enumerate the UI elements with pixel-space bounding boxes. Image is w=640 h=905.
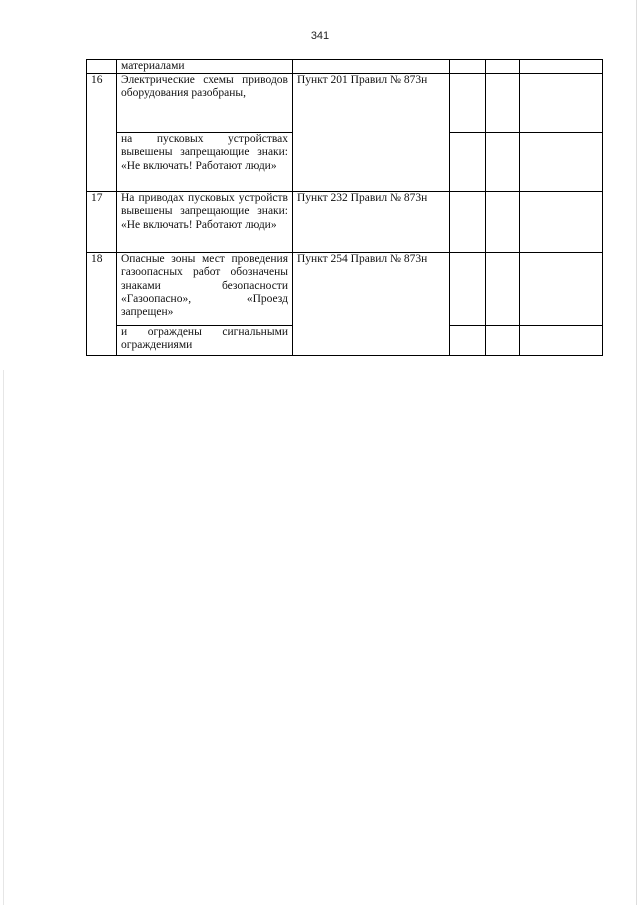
cell-requirement: Электрические схемы приводов оборудования разобраны,: [117, 74, 293, 133]
cell-mark-yes: [450, 133, 486, 192]
cell-requirement: материалами: [117, 60, 293, 74]
cell-requirement: и ограждены сигнальными ограждениями: [117, 326, 293, 356]
table-row: [87, 74, 603, 133]
cell-mark-yes: [450, 253, 486, 326]
cell-num: 17: [87, 192, 117, 253]
cell-reference: [293, 60, 450, 74]
cell-requirement: Опасные зоны мест проведения газоопасных работ обозначены знаками безопасности «Газоопасно», «Проезд запрещен»: [117, 253, 293, 326]
cell-note: [520, 74, 603, 133]
cell-mark-yes: [450, 326, 486, 356]
cell-mark-no: [486, 74, 520, 133]
cell-reference: Пункт 232 Правил № 873н: [293, 192, 450, 253]
scan-edge-line: [636, 0, 637, 905]
table-row-continuation: [87, 60, 603, 74]
cell-num: [87, 60, 117, 74]
requirements-table: [86, 59, 603, 356]
cell-note: [520, 253, 603, 326]
table-row: [87, 253, 603, 326]
cell-note: [520, 326, 603, 356]
cell-mark-no: [486, 192, 520, 253]
cell-requirement: на пусковых устройствах вывешены запрещающие знаки: «Не включать! Работают люди»: [117, 133, 293, 192]
page-number: 341: [310, 30, 330, 42]
cell-num: 18: [87, 253, 117, 356]
cell-num: 16: [87, 74, 117, 192]
table-row: [87, 192, 603, 253]
cell-reference: Пункт 201 Правил № 873н: [293, 74, 450, 192]
cell-note: [520, 60, 603, 74]
cell-requirement: На приводах пусковых устройств вывешены запрещающие знаки: «Не включать! Работают люди»: [117, 192, 293, 253]
cell-mark-yes: [450, 60, 486, 74]
cell-note: [520, 133, 603, 192]
cell-mark-yes: [450, 192, 486, 253]
cell-reference: Пункт 254 Правил № 873н: [293, 253, 450, 356]
cell-mark-no: [486, 60, 520, 74]
scan-edge-line-left: [3, 370, 4, 905]
cell-mark-no: [486, 326, 520, 356]
cell-mark-no: [486, 133, 520, 192]
cell-note: [520, 192, 603, 253]
cell-mark-yes: [450, 74, 486, 133]
cell-mark-no: [486, 253, 520, 326]
